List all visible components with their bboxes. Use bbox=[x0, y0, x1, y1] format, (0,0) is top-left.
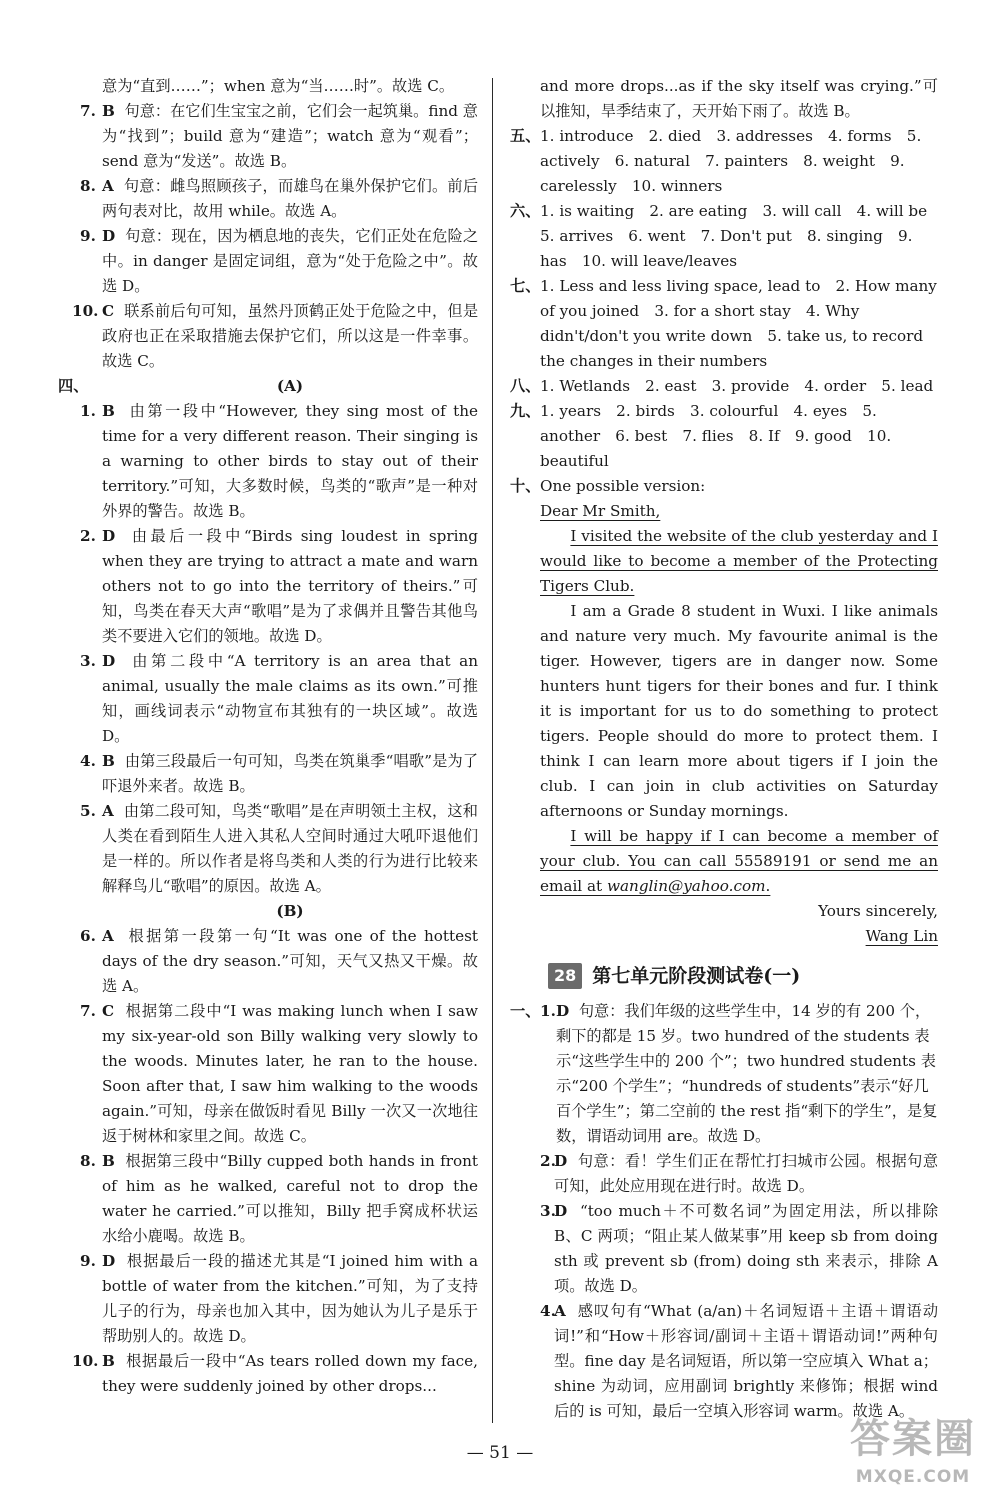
answer-item-7: 7. B 句意：在它们生宝宝之前，它们会一起筑巢。find 意为“找到”；build 意为“建造”；watch 意为“观看”；send 意为“发送”。故选 B。 bbox=[80, 102, 478, 170]
letter-paragraph-1: I visited the website of the club yesterday and I would like to become a member of the Protecting Tigers Club. bbox=[540, 527, 938, 595]
reading-item-6: 6. A 根据第一段第一句“It was one of the hottest days of the dry season.”可知，天气又热又干燥。故选 A。 bbox=[80, 927, 479, 995]
section-7: 七、 1. Less and less living space, lead to 2. How many of you joined 3. for a short stay 4. Why didn't/don't you write down 5. take us, to record the changes in their numbers bbox=[510, 277, 937, 370]
letter-signature: Wang Lin bbox=[865, 927, 938, 945]
reading-item-3: 3. D 由第二段中“A territory is an area that an animal, usually the male claims as its own.”可推知，画线词表示“动物宣布其独有的一块区域”。故选 D。 bbox=[80, 652, 479, 745]
subsection-a: (A) bbox=[276, 377, 304, 395]
unit-section-1: 一、 1. D 句意：我们年级的这些学生中，14 岁的有 200 个，剩下的都是 15 岁。two hundred of the students 表示“这些学生中的 200 个”；two hundred students 表示“200 个学生”；“hundreds of students”表示“好几百个学生”；第二空前的 the rest 指“剩下的学生”，是复数，谓语动词用 are。故选 D。 bbox=[510, 999, 938, 1149]
column-divider bbox=[492, 78, 493, 1423]
question-4: 4. A 感叹句有“What (a/an)＋名词短语＋主语＋谓语动词!”和“How＋形容词/副词＋主语＋谓语动词!”两种句型。fine day 是名词短语，所以第一空应填入 What a；shine 为动词，应用副词 brightly 来修饰；根据 wind 后的 is 可知，最后一空填入形容词 warm。故选 A。 bbox=[540, 1302, 939, 1420]
reading-item-10: 10. B 根据最后一段中“As tears rolled down my face, they were suddenly joined by other drops... bbox=[72, 1352, 479, 1395]
watermark-url: MXQE.COM bbox=[855, 1467, 971, 1487]
left-column bbox=[58, 74, 478, 1399]
reading-item-9: 9. D 根据最后一段的描述尤其是“I joined him with a bottle of water from the kitchen.”可知，为了支持儿子的行为，母亲也加入其中，因为她认为儿子是乐于帮助别人的。故选 D。 bbox=[80, 1252, 478, 1345]
page-number: — 51 — bbox=[466, 1443, 534, 1463]
right-column bbox=[510, 74, 943, 1424]
unit-title: 第七单元阶段测试卷(一) bbox=[592, 964, 801, 987]
reading-item-5: 5. A 由第二段可知，鸟类“歌唱”是在声明领土主权，这和人类在看到陌生人进入其私人空间时通过大吼吓退他们是一样的。所以作者是将鸟类和人类的行为进行比较来解释鸟儿“歌唱”的原因。故选 A。 bbox=[80, 802, 478, 895]
unit-number-badge: 28 bbox=[548, 963, 582, 989]
question-1: 1. D 句意：我们年级的这些学生中，14 岁的有 200 个，剩下的都是 15 岁。two hundred of the students 表示“这些学生中的 200 个”；two hundred students 表示“200 个学生”；“hundreds of students”表示“好几百个学生”；第二空前的 the rest 指“剩下的学生”，是复数，谓语动词用 are。故选 D。 bbox=[540, 1002, 938, 1145]
unit-heading bbox=[548, 963, 938, 989]
continued-text: and more drops...as if the sky itself was crying.”可以推知，旱季结束了，天开始下雨了。故选 B。 bbox=[540, 77, 938, 120]
writing-intro: One possible version: bbox=[540, 477, 706, 495]
answer-item-9: 9. D 句意：现在，因为栖息地的丧失，它们正处在危险之中。in danger 是固定词组，意为“处于危险之中”。故选 D。 bbox=[80, 227, 479, 295]
reading-item-1: 1. B 由第一段中“However, they sing most of the time for a very different reason. Their singing is a warning to other birds to stay out of their territory.”可知，大多数时候，鸟类的“歌声”是一种对外界的警告。故选 B。 bbox=[80, 402, 479, 520]
reading-item-8: 8. B 根据第三段中“Billy cupped both hands in front of him as he walked, careful not to drop the water he carried.”可以推知，Billy 把手窝成杯状运水给小鹿喝。故选 B。 bbox=[80, 1152, 478, 1245]
section-8: 八、 1. Wetlands 2. east 3. provide 4. order 5. lead bbox=[510, 377, 934, 395]
watermark-logo-text: 答案圈 bbox=[850, 1416, 976, 1462]
subsection-b: (B) bbox=[276, 902, 304, 920]
email-address: wanglin@yahoo.com bbox=[606, 877, 766, 895]
section-10-writing: 十、 One possible version: Dear Mr Smith, I visited the website of the club yesterday and I would like to become a member of the Protecting Tigers Club. I am a Grade 8 student in Wuxi. I like animals and nature very much. My favourite animal is the tiger. However, tigers are in danger now. Some hunters hunt tigers for their bones and fur. I think it is important for us to do something to protect tigers. People should do more to protect them. I think I can learn more about tigers if I join the club. I can join in club activities on Saturday afternoons or Sunday mornings. I will be happy if I can become a member of your club. You can call 55589191 or send me an email at wanglin@yahoo.com. Yours sincerely, Wang Lin bbox=[510, 474, 938, 949]
letter-closing: Yours sincerely, bbox=[818, 902, 938, 920]
letter-paragraph-3: I will be happy if I can become a member of your club. You can call 55589191 or send me an email at wanglin@yahoo.com. bbox=[540, 827, 938, 895]
section-9: 九、 1. years 2. birds 3. colourful 4. eyes 5. another 6. best 7. flies 8. If 9. good 10. beautiful bbox=[510, 402, 892, 470]
section-6: 六、 1. is waiting 2. are eating 3. will call 4. will be 5. arrives 6. went 7. Don't put 8. singing 9. has 10. will leave/leaves bbox=[510, 202, 943, 270]
answer-item-10: 10. C 联系前后句可知，虽然丹顶鹤正处于危险之中，但是政府也正在采取措施去保护它们，所以这是一件幸事。故选 C。 bbox=[72, 302, 479, 370]
continued-text: 意为“直到……”；when 意为“当……时”。故选 C。 bbox=[102, 77, 455, 95]
letter-paragraph-2: I am a Grade 8 student in Wuxi. I like animals and nature very much. My favourite animal is the tiger. However, tigers are in danger now. Some hunters hunt tigers for their bones and fur. I think it is important for us to do something to protect tigers. People should do more to protect them. I think I can learn more about tigers if I join the club. I can join in club activities on Saturday afternoons or Sunday mornings. bbox=[540, 602, 938, 820]
reading-item-4: 4. B 由第三段最后一句可知，鸟类在筑巢季“唱歌”是为了吓退外来者。故选 B。 bbox=[80, 752, 479, 795]
watermark-logo bbox=[838, 1413, 988, 1505]
question-2: 2. D 句意：看！学生们正在帮忙打扫城市公园。根据句意可知，此处应用现在进行时。故选 D。 bbox=[540, 1152, 939, 1195]
section-5: 五、 1. introduce 2. died 3. addresses 4. forms 5. actively 6. natural 7. painters 8. weight 9. carelessly 10. winners bbox=[510, 127, 922, 195]
reading-item-2: 2. D 由最后一段中“Birds sing loudest in spring when they are trying to attract a mate and warn others not to go into the territory of theirs.”可知，鸟类在春天大声“歌唱”是为了求偶并且警告其他鸟类不要进入它们的领地。故选 D。 bbox=[80, 527, 478, 645]
question-3: 3. D “too much＋不可数名词”为固定用法，所以排除 B、C 两项；“阻止某人做某事”用 keep sb from doing sth 或 prevent sb (from) doing sth 来表示，排除 A 项。故选 D。 bbox=[540, 1202, 939, 1295]
answer-item-8: 8. A 句意：雌鸟照顾孩子，而雄鸟在巢外保护它们。前后两句表对比，故用 while。故选 A。 bbox=[80, 177, 479, 220]
section-4: 四、 (A) bbox=[58, 374, 478, 399]
letter-greeting: Dear Mr Smith, bbox=[540, 502, 661, 520]
reading-item-7: 7. C 根据第二段中“I was making lunch when I saw my six-year-old son Billy walking very slowly to the woods. Minutes later, he ran to the house. Soon after that, I saw him walking to the woods again.”可知，母亲在做饭时看见 Billy 一次又一次地往返于树林和家里之间。故选 C。 bbox=[80, 1002, 478, 1145]
